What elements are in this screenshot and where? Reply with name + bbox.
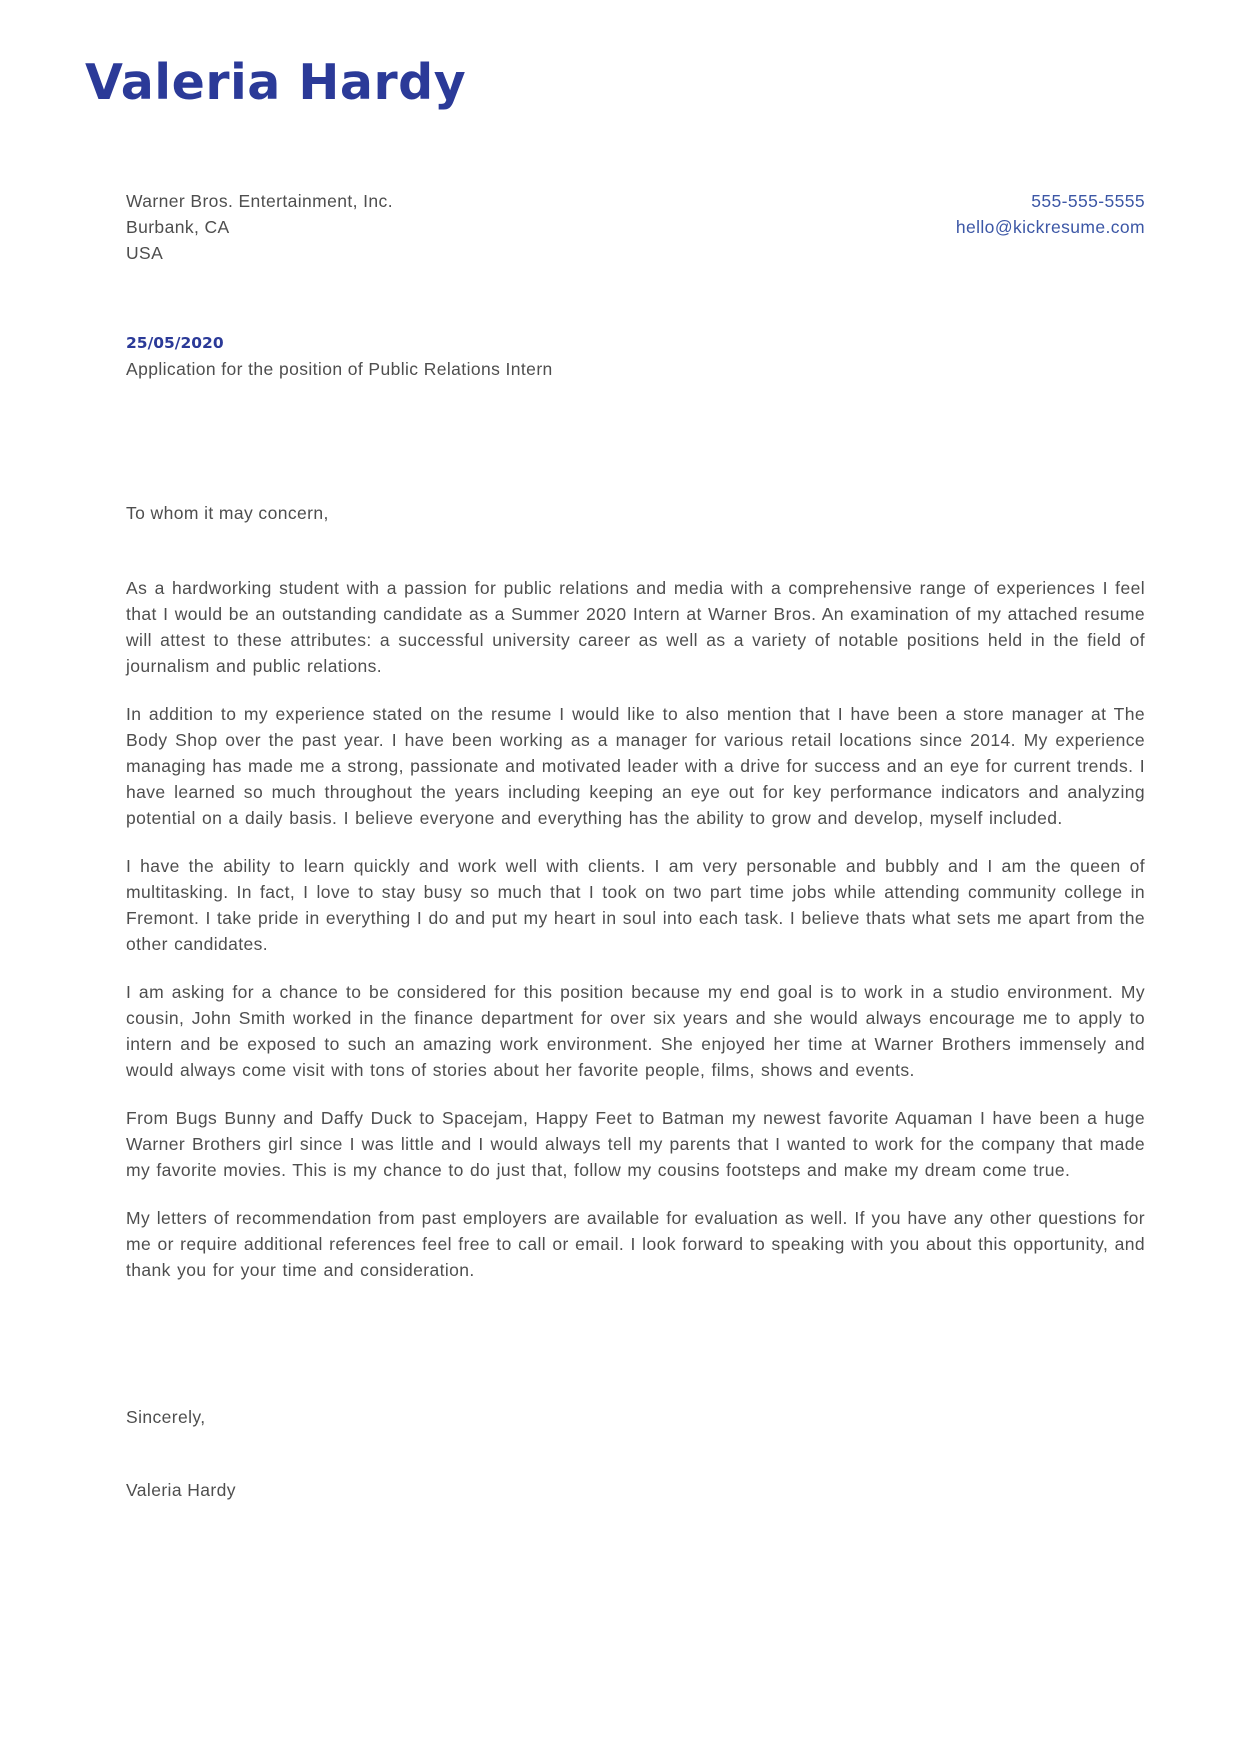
recipient-country: USA <box>126 243 164 263</box>
sender-phone-link[interactable]: 555-555-5555 <box>1031 191 1145 211</box>
recipient-company: Warner Bros. Entertainment, Inc. <box>126 191 393 211</box>
letter-subject: Application for the position of Public Relations Intern <box>126 359 553 379</box>
body-paragraph-4: I am asking for a chance to be considered for this position because my end goal is to work in a studio environment. My cousin, John Smith worked in the finance department for over six years and she would always encourage me to apply to intern and be exposed to such an amazing work environment. She enjoyed her time at Warner Brothers immensely and would always come visit with tons of stories about her favorite people, films, shows and events. <box>126 982 1145 1080</box>
address-contact-row <box>126 188 1145 266</box>
recipient-address-block <box>126 188 393 266</box>
body-paragraph-2: In addition to my experience stated on the resume I would like to also mention that I have been a store manager at The Body Shop over the past year. I have been working as a manager for various retail locations since 2014. My experience managing has made me a strong, passionate and motivated leader with a drive for success and an eye for current trends. I have learned so much throughout the years including keeping an eye out for key performance indicators and analyzing potential on a daily basis. I believe everyone and everything has the ability to grow and develop, myself included. <box>126 704 1145 828</box>
sender-email-link[interactable]: hello@kickresume.com <box>955 217 1145 237</box>
sender-name: Valeria Hardy <box>85 54 467 111</box>
body-paragraph-1: As a hardworking student with a passion for public relations and media with a comprehensive range of experiences I feel that I would be an outstanding candidate as a Summer 2020 Intern at Warner Bros. An examination of my attached resume will attest to these attributes: a successful university career as well as a variety of notable positions held in the field of journalism and public relations. <box>126 578 1145 676</box>
recipient-city: Burbank, CA <box>126 217 230 237</box>
closing: Sincerely, <box>126 1407 206 1427</box>
salutation: To whom it may concern, <box>126 503 329 523</box>
sender-contact-block <box>956 188 1145 240</box>
signature-name: Valeria Hardy <box>126 1480 236 1500</box>
letter-date: 25/05/2020 <box>126 334 224 352</box>
body-paragraph-3: I have the ability to learn quickly and work well with clients. I am very personable and bubbly and I am the queen of multitasking. In fact, I love to stay busy so much that I took on two part time jobs while attending community college in Fremont. I take pride in everything I do and put my heart in soul into each task. I believe thats what sets me apart from the other candidates. <box>126 856 1145 954</box>
body-paragraph-5: From Bugs Bunny and Daffy Duck to Spacejam, Happy Feet to Batman my newest favorite Aquaman I have been a huge Warner Brothers girl since I was little and I would always tell my parents that I wanted to work for the company that made my favorite movies. This is my chance to do just that, follow my cousins footsteps and make my dream come true. <box>126 1108 1145 1180</box>
body-paragraph-6: My letters of recommendation from past employers are available for evaluation as well. If you have any other questions for me or require additional references feel free to call or email. I look forward to speaking with you about this opportunity, and thank you for your time and consideration. <box>126 1208 1145 1280</box>
